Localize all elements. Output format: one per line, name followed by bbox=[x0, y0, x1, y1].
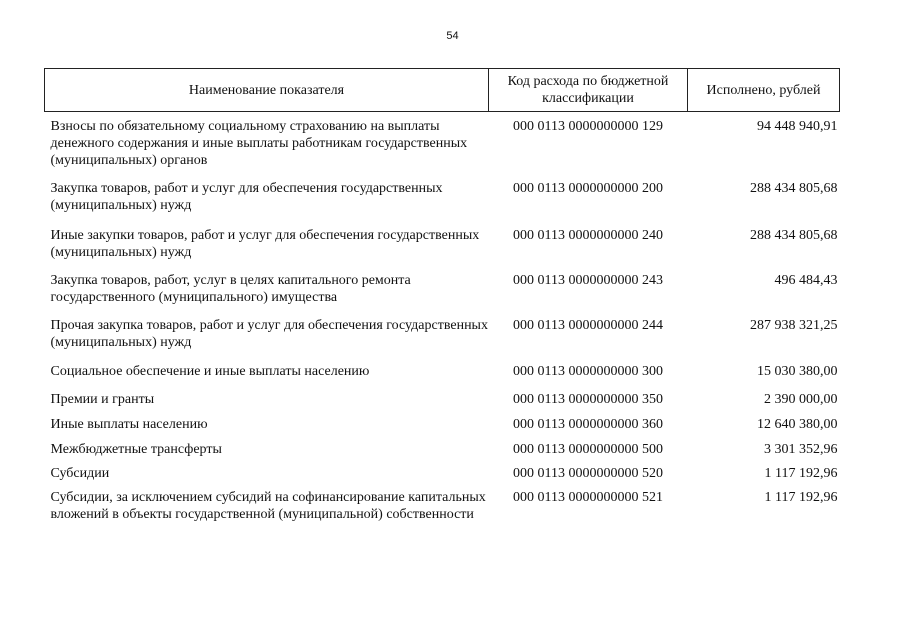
row-executed-amount: 288 434 805,68 bbox=[750, 181, 838, 196]
row-indicator-name: Взносы по обязательному социальному страхованию на выплаты денежного содержания и иные выплаты работникам государственных (муниципальных) органов bbox=[50, 119, 468, 168]
row-expense-code: 000 0113 0000000000 500 bbox=[513, 442, 663, 457]
row-indicator-name: Иные закупки товаров, работ и услуг для обеспечения государственных (муниципальных) нужд bbox=[50, 228, 480, 260]
row-expense-code: 000 0113 0000000000 350 bbox=[513, 392, 663, 407]
row-expense-code: 000 0113 0000000000 200 bbox=[513, 181, 663, 196]
row-executed-amount: 496 484,43 bbox=[774, 273, 838, 288]
row-executed-amount: 3 301 352,96 bbox=[764, 442, 838, 457]
row-indicator-name: Субсидии, за исключением субсидий на софинансирование капитальных вложений в объекты государственной (муниципальной) собственности bbox=[50, 490, 486, 522]
table-row bbox=[45, 261, 840, 306]
table-row bbox=[45, 433, 840, 458]
header-expense-code: Код расхода по бюджетной классификации bbox=[489, 69, 688, 112]
header-executed-amount: Исполнено, рублей bbox=[688, 69, 840, 112]
table-row bbox=[45, 306, 840, 351]
row-indicator-name: Социальное обеспечение и иные выплаты населению bbox=[50, 364, 370, 379]
row-expense-code: 000 0113 0000000000 360 bbox=[513, 417, 663, 432]
row-executed-amount: 287 938 321,25 bbox=[750, 318, 838, 333]
table-row bbox=[45, 458, 840, 482]
row-indicator-name: Иные выплаты населению bbox=[50, 417, 208, 432]
row-expense-code: 000 0113 0000000000 520 bbox=[513, 466, 663, 481]
row-expense-code: 000 0113 0000000000 129 bbox=[513, 119, 663, 134]
table-header-row bbox=[45, 69, 840, 112]
row-expense-code: 000 0113 0000000000 243 bbox=[513, 273, 663, 288]
table-body bbox=[45, 112, 840, 524]
page-number: 54 bbox=[446, 30, 459, 42]
table-row bbox=[45, 169, 840, 214]
table-row bbox=[45, 380, 840, 408]
row-executed-amount: 1 117 192,96 bbox=[764, 490, 838, 505]
table-row bbox=[45, 351, 840, 380]
header-indicator-name: Наименование показателя bbox=[45, 69, 489, 112]
row-executed-amount: 12 640 380,00 bbox=[757, 417, 838, 432]
row-indicator-name: Субсидии bbox=[50, 466, 110, 481]
row-expense-code: 000 0113 0000000000 244 bbox=[513, 318, 663, 333]
table-row bbox=[45, 214, 840, 261]
budget-execution-table bbox=[44, 68, 840, 523]
table-row bbox=[45, 408, 840, 433]
row-expense-code: 000 0113 0000000000 521 bbox=[513, 490, 663, 505]
row-indicator-name: Межбюджетные трансферты bbox=[50, 442, 222, 457]
row-expense-code: 000 0113 0000000000 240 bbox=[513, 228, 663, 243]
row-executed-amount: 1 117 192,96 bbox=[764, 466, 838, 481]
row-indicator-name: Закупка товаров, работ, услуг в целях капитального ремонта государственного (муниципального) имущества bbox=[50, 273, 411, 305]
table-row bbox=[45, 112, 840, 170]
row-expense-code: 000 0113 0000000000 300 bbox=[513, 364, 663, 379]
row-executed-amount: 94 448 940,91 bbox=[757, 119, 838, 134]
row-indicator-name: Премии и гранты bbox=[50, 392, 155, 407]
row-executed-amount: 288 434 805,68 bbox=[750, 228, 838, 243]
table-row bbox=[45, 482, 840, 523]
row-indicator-name: Прочая закупка товаров, работ и услуг для обеспечения государственных (муниципальных) нужд bbox=[50, 318, 488, 350]
row-indicator-name: Закупка товаров, работ и услуг для обеспечения государственных (муниципальных) нужд bbox=[50, 181, 443, 213]
row-executed-amount: 15 030 380,00 bbox=[757, 364, 838, 379]
row-executed-amount: 2 390 000,00 bbox=[764, 392, 838, 407]
